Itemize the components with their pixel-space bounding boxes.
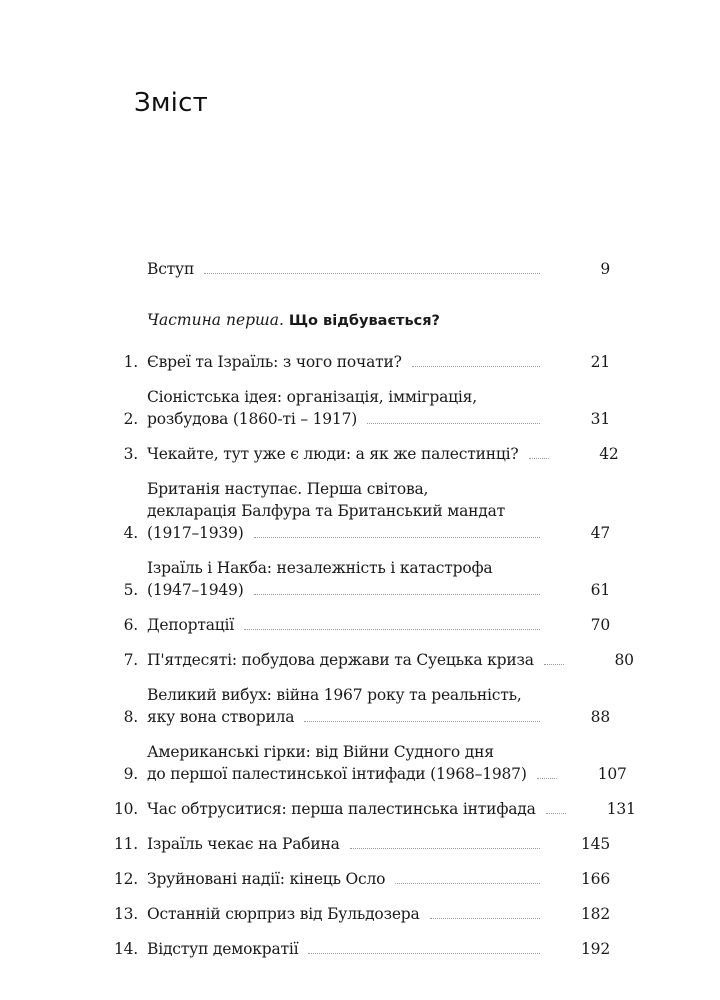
dot-leader: [254, 537, 540, 538]
entry-body: [147, 798, 596, 820]
entry-title: яку вона створила: [147, 708, 295, 726]
dot-leader: [204, 273, 540, 274]
entry-number: 7.: [123, 651, 138, 669]
entry-title: розбудова (1860-ті – 1917): [147, 410, 358, 428]
dot-leader: [244, 629, 540, 630]
entry-title: Британія наступає. Перша світова,: [147, 480, 429, 498]
entry-title: Сіоністська ідея: організація, імміграція,: [147, 388, 477, 406]
entry-line: [147, 903, 570, 925]
entry-title: (1917–1939): [147, 524, 244, 542]
toc-entry-chapter[interactable]: [100, 649, 634, 671]
entry-number: 10.: [113, 800, 138, 818]
toc-entry-chapter[interactable]: [100, 614, 610, 636]
entry-title: Депортації: [147, 616, 235, 634]
entry-title: Останній сюрприз від Бульдозера: [147, 905, 420, 923]
dot-leader: [304, 721, 540, 722]
toc-entry-chapter[interactable]: [100, 798, 636, 820]
entry-title: до першої палестинської інтифади (1968–1987): [147, 765, 527, 783]
dot-leader: [395, 883, 540, 884]
entry-body: [147, 386, 570, 430]
entry-page-number: 47: [590, 524, 610, 542]
page-title: Зміст: [134, 88, 208, 118]
entry-title: Відступ демократії: [147, 940, 299, 958]
dot-leader: [367, 423, 540, 424]
entry-line: [147, 557, 570, 579]
entry-line: [147, 763, 587, 785]
entry-body: [147, 833, 570, 855]
entry-number: 6.: [123, 616, 138, 634]
entry-page-number: 107: [597, 765, 627, 783]
entry-title: Зруйновані надії: кінець Осло: [147, 870, 386, 888]
entry-line: [147, 614, 570, 636]
entry-line: [147, 443, 579, 465]
dot-leader: [308, 953, 540, 954]
part-heading: [100, 309, 610, 332]
entry-number: 13.: [113, 905, 138, 923]
entry-page-number: 80: [614, 651, 634, 669]
entry-number: 14.: [113, 940, 138, 958]
entry-line: [147, 351, 570, 373]
table-of-contents: [100, 258, 636, 973]
entry-body: [147, 557, 570, 601]
entry-title: П'ятдесяті: побудова держави та Суецька криза: [147, 651, 534, 669]
entry-line: [147, 408, 570, 430]
entry-body: [147, 614, 570, 636]
toc-entry-chapter[interactable]: [100, 903, 610, 925]
dot-leader: [430, 918, 540, 919]
toc-entry-chapter[interactable]: [100, 443, 619, 465]
entry-title: (1947–1949): [147, 581, 244, 599]
entry-line: [147, 868, 570, 890]
entry-title: Великий вибух: війна 1967 року та реальність,: [147, 686, 522, 704]
entry-page-number: 9: [600, 260, 610, 278]
entry-title: Чекайте, тут уже є люди: а як же палестинці?: [147, 445, 519, 463]
toc-entry-chapter[interactable]: [100, 386, 610, 430]
entry-page-number: 21: [590, 353, 610, 371]
entry-page-number: 192: [581, 940, 610, 958]
entry-body: [147, 868, 570, 890]
entry-title: Час обтруситися: перша палестинська інтифада: [147, 800, 536, 818]
entry-line: [147, 798, 596, 820]
toc-entry-chapter[interactable]: [100, 868, 610, 890]
part-label: Частина перша.: [147, 311, 284, 329]
entry-line: [147, 478, 570, 500]
entry-line: [147, 386, 570, 408]
entry-line: [147, 649, 594, 671]
entry-body: [147, 741, 587, 785]
toc-entry-intro[interactable]: [100, 258, 610, 280]
toc-entry-chapter[interactable]: [100, 741, 627, 785]
entry-page-number: 70: [590, 616, 610, 634]
entry-number: 2.: [123, 410, 138, 428]
entry-body: [147, 478, 570, 544]
entry-number: 4.: [123, 524, 138, 542]
entry-line: [147, 741, 587, 763]
entry-line: [147, 522, 570, 544]
entry-title: Ізраїль чекає на Рабина: [147, 835, 340, 853]
dot-leader: [544, 664, 564, 665]
entry-number: 8.: [123, 708, 138, 726]
entry-body: [147, 684, 570, 728]
entry-number: 5.: [123, 581, 138, 599]
entry-body: [147, 903, 570, 925]
entry-number: 12.: [113, 870, 138, 888]
toc-entry-chapter[interactable]: [100, 938, 610, 960]
dot-leader: [529, 458, 549, 459]
entry-title: Американські гірки: від Війни Судного дня: [147, 743, 494, 761]
entry-title: Ізраїль і Накба: незалежність і катастрофа: [147, 559, 493, 577]
dot-leader: [254, 594, 540, 595]
entry-line: [147, 579, 570, 601]
entry-line: [147, 938, 570, 960]
entry-title: Вступ: [147, 260, 195, 278]
entry-line: [147, 706, 570, 728]
toc-entry-chapter[interactable]: [100, 833, 610, 855]
entry-body: [147, 258, 570, 280]
toc-entry-chapter[interactable]: [100, 684, 610, 728]
entry-page-number: 42: [599, 445, 619, 463]
entry-line: [147, 684, 570, 706]
dot-leader: [537, 778, 557, 779]
entry-line: [147, 833, 570, 855]
entry-body: [147, 938, 570, 960]
entry-body: [147, 351, 570, 373]
entry-body: [147, 649, 594, 671]
entry-number: 3.: [123, 445, 138, 463]
toc-entry-chapter[interactable]: [100, 478, 610, 544]
entry-page-number: 88: [590, 708, 610, 726]
toc-entry-chapter[interactable]: [100, 351, 610, 373]
chapter-list: [100, 351, 636, 960]
entry-body: [147, 443, 579, 465]
entry-title: декларація Балфура та Британський мандат: [147, 502, 506, 520]
entry-page-number: 61: [590, 581, 610, 599]
toc-entry-chapter[interactable]: [100, 557, 610, 601]
dot-leader: [546, 813, 566, 814]
entry-number: 11.: [113, 835, 138, 853]
dot-leader: [350, 848, 540, 849]
entry-number: 1.: [123, 353, 138, 371]
entry-page-number: 131: [606, 800, 636, 818]
entry-page-number: 145: [581, 835, 610, 853]
part-title: Що відбувається?: [288, 313, 440, 329]
entry-page-number: 182: [581, 905, 610, 923]
entry-number: 9.: [123, 765, 138, 783]
dot-leader: [412, 366, 540, 367]
entry-title: Євреї та Ізраїль: з чого почати?: [147, 353, 402, 371]
entry-page-number: 166: [581, 870, 610, 888]
entry-line: [147, 258, 570, 280]
entry-line: [147, 500, 570, 522]
entry-page-number: 31: [590, 410, 610, 428]
